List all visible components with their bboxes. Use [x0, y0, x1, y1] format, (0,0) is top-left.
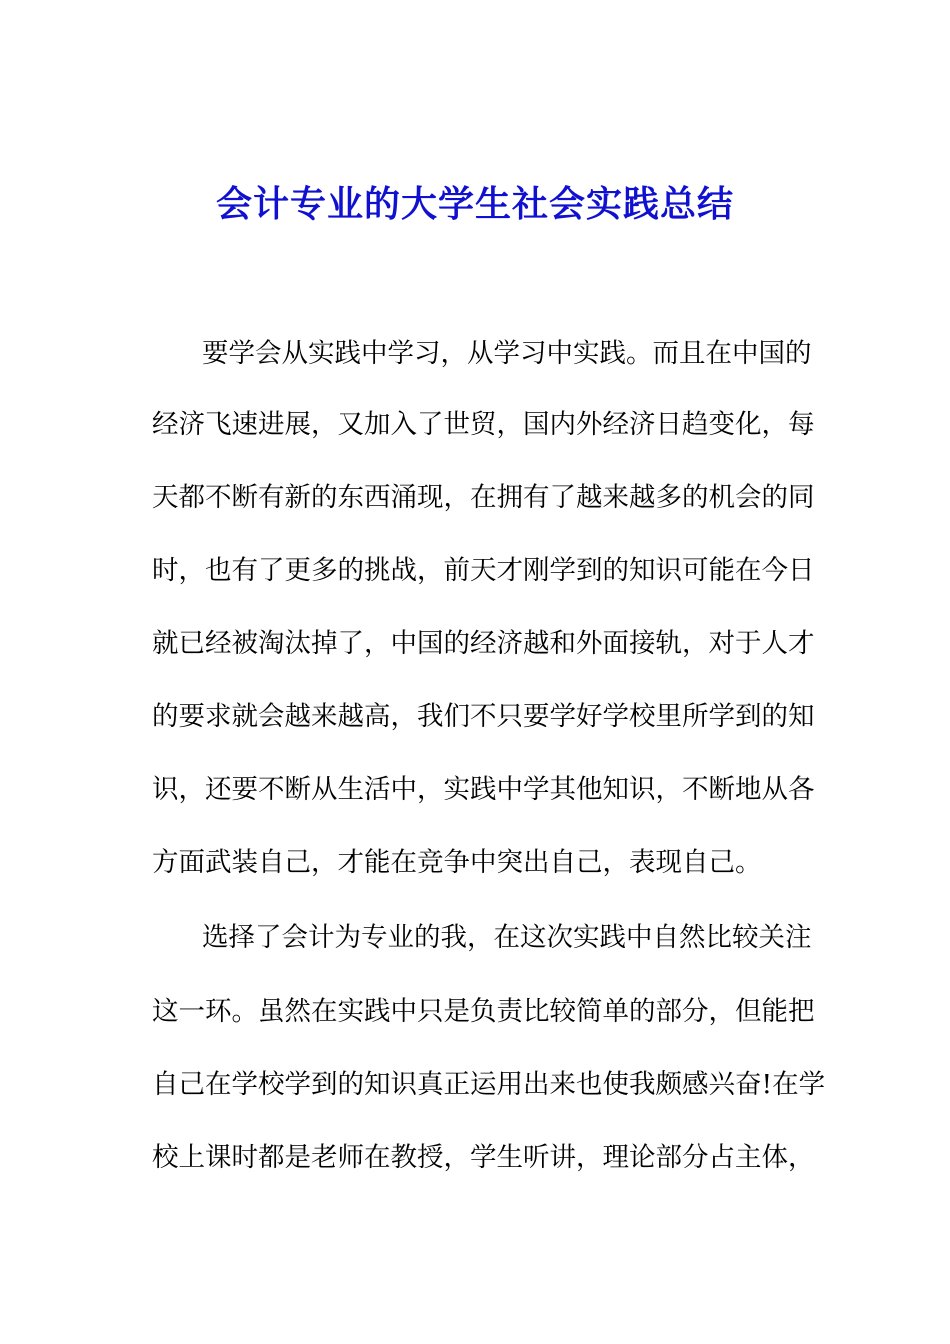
paragraph-1-line-8: 方面武装自己，才能在竞争中突出自己，表现自己。 — [152, 847, 762, 878]
paragraph-1-line-5: 就已经被淘汰掉了，中国的经济越和外面接轨，对于人才 — [152, 628, 815, 659]
paragraph-1-line-3: 天都不断有新的东西涌现，在拥有了越来越多的机会的同 — [152, 482, 815, 513]
paragraph-1-line-6: 的要求就会越来越高，我们不只要学好学校里所学到的知 — [152, 701, 815, 732]
paragraph-1-line-1: 要学会从实践中学习，从学习中实践。而且在中国的 — [202, 338, 812, 369]
paragraph-1-line-4: 时，也有了更多的挑战，前天才刚学到的知识可能在今日 — [152, 555, 815, 586]
document-title: 会计专业的大学生社会实践总结 — [215, 183, 734, 225]
paragraph-2-line-2: 这一环。虽然在实践中只是负责比较简单的部分，但能把 — [152, 996, 815, 1027]
paragraph-1-line-2: 经济飞速进展，又加入了世贸，国内外经济日趋变化，每 — [152, 409, 815, 440]
paragraph-2-line-1: 选择了会计为专业的我，在这次实践中自然比较关注 — [202, 922, 812, 953]
paragraph-1-line-7: 识，还要不断从生活中，实践中学其他知识，不断地从各 — [152, 774, 815, 805]
paragraph-2-line-4: 校上课时都是老师在教授，学生听讲，理论部分占主体， — [152, 1142, 815, 1173]
paragraph-2-line-3: 自己在学校学到的知识真正运用出来也使我颇感兴奋!在学 — [152, 1069, 826, 1100]
